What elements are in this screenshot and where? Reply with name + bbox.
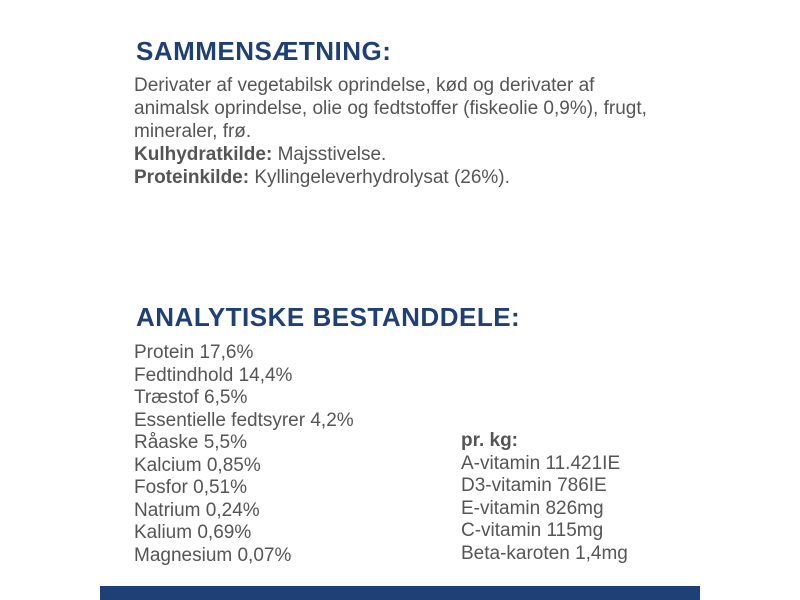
vitamin-e: E-vitamin 826mg [461,497,604,519]
carb-source-label: Kulhydratkilde: [134,144,273,165]
analytical-list [134,342,354,567]
composition-heading: SAMMENSÆTNING: [136,36,392,66]
analytical-heading: ANALYTISKE BESTANDDELE: [136,302,521,332]
analytical-item-essential-fatty-acids: Essentielle fedtsyrer 4,2% [134,409,354,431]
analytical-item-protein: Protein 17,6% [134,342,254,363]
vitamins-list [461,430,628,565]
per-kg-label: pr. kg: [461,430,519,451]
analytical-item-fat: Fedtindhold 14,4% [134,364,293,386]
analytical-item-potassium: Kalium 0,69% [134,522,252,543]
carb-source-line [134,143,654,166]
analytical-item-calcium: Kalcium 0,85% [134,454,261,476]
analytical-item-magnesium: Magnesium 0,07% [134,544,292,566]
carb-source-value: Majsstivelse. [272,144,387,165]
vitamin-d3: D3-vitamin 786IE [461,475,607,496]
composition-section [134,74,654,189]
bottom-accent-bar [100,586,700,600]
protein-source-value: Kyllingeleverhydrolysat (26%). [249,167,510,188]
analytical-item-ash: Råaske 5,5% [134,432,248,453]
protein-source-line [134,166,654,189]
protein-source-label: Proteinkilde: [134,167,250,188]
vitamin-c: C-vitamin 115mg [461,520,604,541]
composition-text: Derivater af vegetabilsk oprindelse, kød og derivater af animalsk oprindelse, olie og fedtstoffer (fiskeolie 0,9%), frugt, mineraler, frø. [134,75,647,142]
beta-carotene: Beta-karoten 1,4mg [461,542,628,564]
analytical-item-sodium: Natrium 0,24% [134,499,260,521]
analytical-item-phosphorus: Fosfor 0,51% [134,477,247,498]
vitamin-a: A-vitamin 11.421IE [461,452,621,474]
analytical-item-fibre: Træstof 6,5% [134,387,248,408]
